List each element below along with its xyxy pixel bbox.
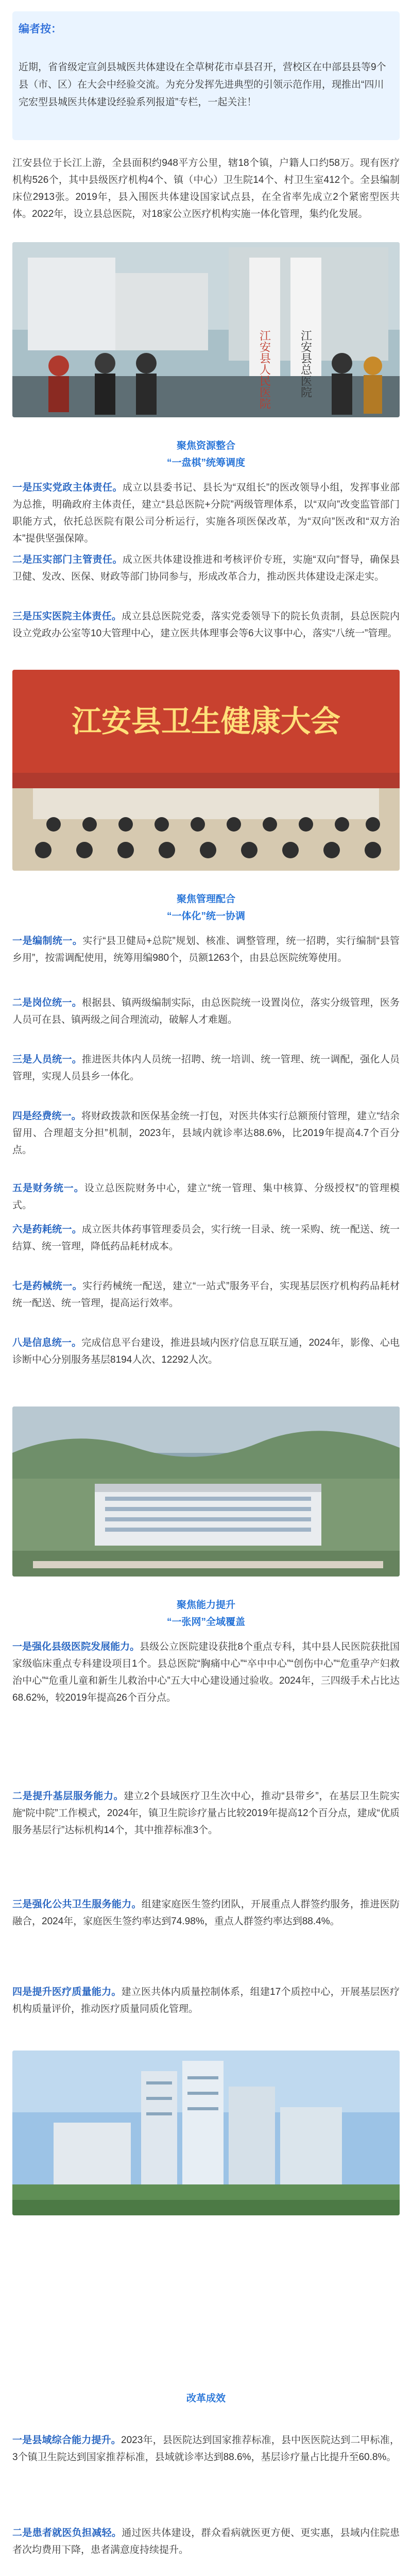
section-3-paragraph-4: 四是提升医疗质量能力。建立医共体内质量控制体系，组建17个质控中心，开展基层医疗机构质量评价，推动医疗质量同质化管理。 (12, 1987, 400, 2014)
section-4-paragraph-2: 二是患者就医负担减轻。通过医共体建设，群众看病就医更方便、更实惠，县域内住院患者次均费用下降，患者满意度持续提升。 (12, 2528, 400, 2555)
conference-photo (12, 670, 400, 871)
editor-note-box (12, 11, 400, 140)
section-3-heading: 聚焦能力提升 (176, 1600, 235, 1611)
section-1-paragraph-2: 二是压实部门主管责任。成立医共体建设推进和考核评价专班，实施“双向”督导，确保县卫健、发改、医保、财政等部门协同参与，形成改革合力，推动医共体建设走深走实。 (12, 554, 400, 582)
section-2-paragraph-2: 二是岗位统一。根据县、镇两级编制实际，由总医院统一设置岗位，落实分级管理，医务人员可在县、镇两级之间合理流动，破解人才难题。 (12, 997, 400, 1025)
editor-note-tag: 编者按： (19, 23, 62, 35)
hospital-sign-text-2: 江安县总医院 (299, 330, 313, 398)
section-3-title (0, 1597, 412, 1628)
section-2-paragraph-1: 一是编制统一。实行“县卫健局+总院”规划、核准、调整管理，统一招聘，实行编制“县管乡用”，按需调配使用，统筹用编980个，员额1263个，由县总医院统筹使用。 (12, 936, 400, 963)
section-3-paragraph-2: 二是提升基层服务能力。建立2个县域医疗卫生次中心，推动“县带乡”，在基层卫生院实施“院中院”工作模式，2024年，镇卫生院诊疗量占比较2019年提高12个百分点，建成“优质服务基层行”达标机构14个，其中推荐标准3个。 (12, 1791, 400, 1836)
section-2-paragraph-7: 七是药械统一。实行药械统一配送，建立“一站式”服务平台，实现基层医疗机构药品耗材统一配送、统一管理，提高运行效率。 (12, 1281, 400, 1309)
intro-paragraph: 江安县位于长江上游，全县面积约948平方公里，辖18个镇，户籍人口约58万。现有医疗机构526个，其中县级医疗机构4个、镇（中心）卫生院14个、村卫生室412个。全县编制床位2913张。2019年，县入围医共体建设国家试点县，在全省率先成立2个紧密型医共体。2022年，设立县总医院，对18家公立医疗机构实施一体化管理，集约化发展。 (12, 158, 400, 219)
editor-note-text: 近期，省省级定宣剑县城医共体建设在全草树花市卓县召开，营校区在中部县县等9个县（市、区）在大会中经验交流。为充分发挥先进典型的引领示范作用，现推出“四川完宏型县城医共体建设经验系列报道”专栏，一起关注！ (19, 62, 386, 108)
section-1-paragraph-1: 一是压实党政主体责任。成立以县委书记、县长为“双组长”的医改领导小组，发挥事业部为总推，明确政府主体责任，建立“县总医院+分院”两级管理体系，以“双向”改变监管部门职能方式，依托总医院有限公司分析运行，实施各项医保改革，为“双向”医改和“双方治本”提供坚强保障。 (12, 482, 400, 544)
section-4-title (0, 2391, 412, 2404)
section-4-heading: 改革成效 (186, 2393, 226, 2404)
section-1-heading: 聚焦资源整合 (176, 440, 235, 451)
city-hospital-photo (12, 2050, 400, 2215)
section-4-paragraph-1: 一是县域综合能力提升。2023年，县医院达到国家推荐标准，县中医医院达到二甲标准，3个镇卫生院达到国家推荐标准，县域就诊率达到88.6%，基层诊疗量占比提升至60.8%。 (12, 2435, 400, 2463)
section-3-paragraph-3: 三是强化公共卫生服务能力。组建家庭医生签约团队，开展重点人群签约服务，推进医防融合，2024年，家庭医生签约率达到74.98%，重点人群签约率达到88.4%。 (12, 1899, 400, 1927)
section-1-title (0, 438, 412, 469)
hospital-sign-photo (12, 242, 400, 417)
section-1-paragraph-3: 三是压实医院主体责任。成立县总医院党委，落实党委领导下的院长负责制，县总医院内设立党政办公室等10大管理中心，建立医共体理事会等6大议事中心，落实“八统一”管理。 (12, 611, 400, 639)
section-3-subheading: “一张网”全域覆盖 (166, 1617, 245, 1628)
section-2-paragraph-8: 八是信息统一。完成信息平台建设，推进县域内医疗信息互联互通，2024年，影像、心电诊断中心分别服务基层8194人次、12292人次。 (12, 1337, 400, 1365)
section-2-heading: 聚焦管理配合 (176, 894, 235, 905)
section-1-subheading: “一盘棋”统筹调度 (166, 457, 245, 468)
section-3-paragraph-1: 一是强化县级医院发展能力。县级公立医院建设获批8个重点专科，其中县人民医院获批国家级临床重点专科建设项目1个。县总医院“胸痛中心”“卒中中心”“创伤中心”“危重孕产妇救治中心”“危重儿童和新生儿救治中心”五大中心建设通过验收。2024年，三四级手术占比达68.62%，较2019年提高26个百分点。 (12, 1641, 400, 1703)
section-2-subheading: “一体化”统一协调 (166, 911, 245, 922)
section-2-paragraph-4: 四是经费统一。将财政拨款和医保基金统一打包，对医共体实行总额预付管理，建立“结余留用、合理超支分担”机制，2023年，县域内就诊率达88.6%，比2019年提高4.7个百分点。 (12, 1111, 400, 1156)
hospital-sign-text: 江安县人民医院 (258, 330, 271, 409)
hospital-aerial-photo (12, 1406, 400, 1577)
section-2-paragraph-5: 五是财务统一。设立总医院财务中心，建立“统一管理、集中核算、分级授权”的管理模式。 (12, 1183, 400, 1211)
conference-banner-text: 江安县卫生健康大会 (71, 705, 341, 738)
section-2-title (0, 891, 412, 922)
section-2-paragraph-6: 六是药耗统一。成立医共体药事管理委员会，实行统一目录、统一采购、统一配送、统一结算、统一管理，降低药品耗材成本。 (12, 1224, 400, 1252)
section-2-paragraph-3: 三是人员统一。推进医共体内人员统一招聘、统一培训、统一管理、统一调配，强化人员管理，实现人员县乡一体化。 (12, 1054, 400, 1082)
